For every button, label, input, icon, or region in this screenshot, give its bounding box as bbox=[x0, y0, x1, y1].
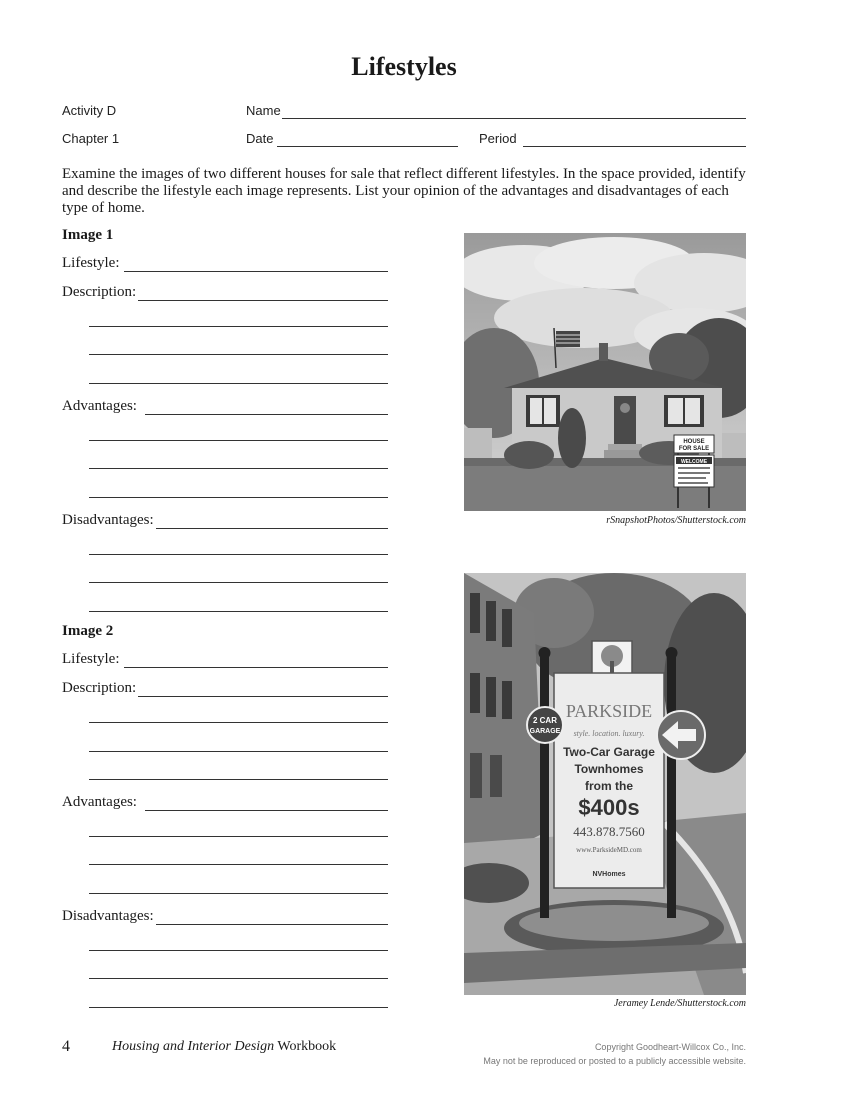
image1-disadvantages-label: Disadvantages: bbox=[62, 512, 154, 528]
image1-advantages-blank[interactable] bbox=[89, 439, 388, 441]
image1-disadvantages-field[interactable] bbox=[62, 512, 388, 529]
sign-tagline: style. location. luxury. bbox=[573, 729, 645, 738]
reproduction-notice: May not be reproduced or posted to a publicly accessible website. bbox=[483, 1056, 746, 1066]
image1-description-line[interactable] bbox=[138, 286, 388, 301]
image2-disadvantages-blank[interactable] bbox=[89, 949, 388, 951]
chapter-label: Chapter 1 bbox=[62, 131, 120, 146]
image2-advantages-blank[interactable] bbox=[89, 863, 388, 865]
image2-credit: Jeramey Lende/Shutterstock.com bbox=[613, 998, 746, 1009]
image2-advantages-line[interactable] bbox=[145, 796, 388, 811]
garage-line2: GARAGE bbox=[529, 728, 561, 735]
image1-lifestyle-label: Lifestyle: bbox=[62, 255, 120, 271]
image2-advantages-blank[interactable] bbox=[89, 892, 388, 894]
sign-line3: WELCOME bbox=[680, 459, 708, 465]
instructions-text: Examine the images of two different houses for sale that reflect different lifestyles. In the space provided, identify and describe the lifestyle each image represents. List your opinion of the advantages and disadvantages of each type of home. bbox=[62, 166, 746, 216]
sign-line2: FOR SALE bbox=[678, 446, 710, 452]
garage-line1: 2 CAR bbox=[532, 716, 558, 725]
image2-advantages-label: Advantages: bbox=[62, 794, 137, 810]
image1-lifestyle-line[interactable] bbox=[124, 257, 388, 272]
image1-disadvantages-blank[interactable] bbox=[89, 553, 388, 555]
page-number: 4 bbox=[62, 1038, 70, 1055]
image2-lifestyle-label: Lifestyle: bbox=[62, 651, 120, 667]
image1-description-blank[interactable] bbox=[89, 353, 388, 355]
image2-disadvantages-blank[interactable] bbox=[89, 1006, 388, 1008]
image1-credit: rSnapshotPhotos/Shutterstock.com bbox=[606, 515, 746, 526]
image1-description-field[interactable] bbox=[62, 284, 388, 301]
image1-description-blank[interactable] bbox=[89, 325, 388, 327]
image1-house-photo bbox=[464, 233, 746, 511]
house-photo-graphic bbox=[464, 233, 746, 511]
image1-advantages-label: Advantages: bbox=[62, 398, 137, 414]
name-line[interactable] bbox=[282, 105, 746, 119]
date-line[interactable] bbox=[277, 133, 458, 147]
image2-townhome-photo bbox=[464, 573, 746, 995]
image1-disadvantages-blank[interactable] bbox=[89, 610, 388, 612]
image2-description-blank[interactable] bbox=[89, 721, 388, 723]
image2-lifestyle-line[interactable] bbox=[124, 653, 388, 668]
image2-description-label: Description: bbox=[62, 680, 137, 696]
sign-feature3: from the bbox=[585, 779, 633, 793]
page-title: Lifestyles bbox=[351, 52, 457, 81]
image2-disadvantages-line[interactable] bbox=[156, 910, 388, 925]
image2-disadvantages-field[interactable] bbox=[62, 908, 388, 925]
image2-heading: Image 2 bbox=[62, 623, 114, 639]
sign-price: $400s bbox=[578, 795, 640, 820]
image2-lifestyle-field[interactable] bbox=[62, 651, 388, 668]
sign-line1: HOUSE bbox=[683, 439, 705, 445]
sign-web: www.ParksideMD.com bbox=[576, 846, 642, 854]
image1-advantages-blank[interactable] bbox=[89, 496, 388, 498]
activity-label: Activity D bbox=[62, 103, 117, 118]
image2-advantages-field[interactable] bbox=[62, 794, 388, 811]
image2-description-line[interactable] bbox=[138, 682, 388, 697]
name-label: Name bbox=[246, 103, 281, 118]
sign-feature1: Two-Car Garage bbox=[563, 745, 655, 759]
image1-disadvantages-blank[interactable] bbox=[89, 581, 388, 583]
image1-advantages-blank[interactable] bbox=[89, 467, 388, 469]
date-label: Date bbox=[246, 131, 274, 146]
period-line[interactable] bbox=[523, 133, 746, 147]
image1-advantages-line[interactable] bbox=[145, 400, 388, 415]
name-field[interactable] bbox=[246, 103, 746, 119]
image2-advantages-blank[interactable] bbox=[89, 835, 388, 837]
townhome-photo-graphic bbox=[464, 573, 746, 995]
book-title-italic: Housing and Interior Design bbox=[112, 1039, 275, 1054]
sign-builder: NVHomes bbox=[592, 871, 626, 878]
book-title-suffix: Workbook bbox=[274, 1039, 337, 1054]
sign-phone: 443.878.7560 bbox=[573, 824, 645, 839]
date-field[interactable] bbox=[246, 131, 458, 147]
sign-brand: PARKSIDE bbox=[565, 701, 653, 721]
image1-description-label: Description: bbox=[62, 284, 137, 300]
book-title bbox=[112, 1039, 336, 1055]
image2-description-blank[interactable] bbox=[89, 778, 388, 780]
image2-description-blank[interactable] bbox=[89, 750, 388, 752]
sign-feature2: Townhomes bbox=[574, 762, 644, 776]
copyright-text: Copyright Goodheart-Willcox Co., Inc. bbox=[594, 1042, 746, 1052]
image1-heading: Image 1 bbox=[62, 227, 114, 243]
image1-lifestyle-field[interactable] bbox=[62, 255, 388, 272]
image1-disadvantages-line[interactable] bbox=[156, 514, 388, 529]
period-label: Period bbox=[479, 131, 517, 146]
period-field[interactable] bbox=[479, 131, 746, 147]
image1-advantages-field[interactable] bbox=[62, 398, 388, 415]
image2-disadvantages-blank[interactable] bbox=[89, 977, 388, 979]
image1-description-blank[interactable] bbox=[89, 382, 388, 384]
image2-disadvantages-label: Disadvantages: bbox=[62, 908, 154, 924]
image2-description-field[interactable] bbox=[62, 680, 388, 697]
